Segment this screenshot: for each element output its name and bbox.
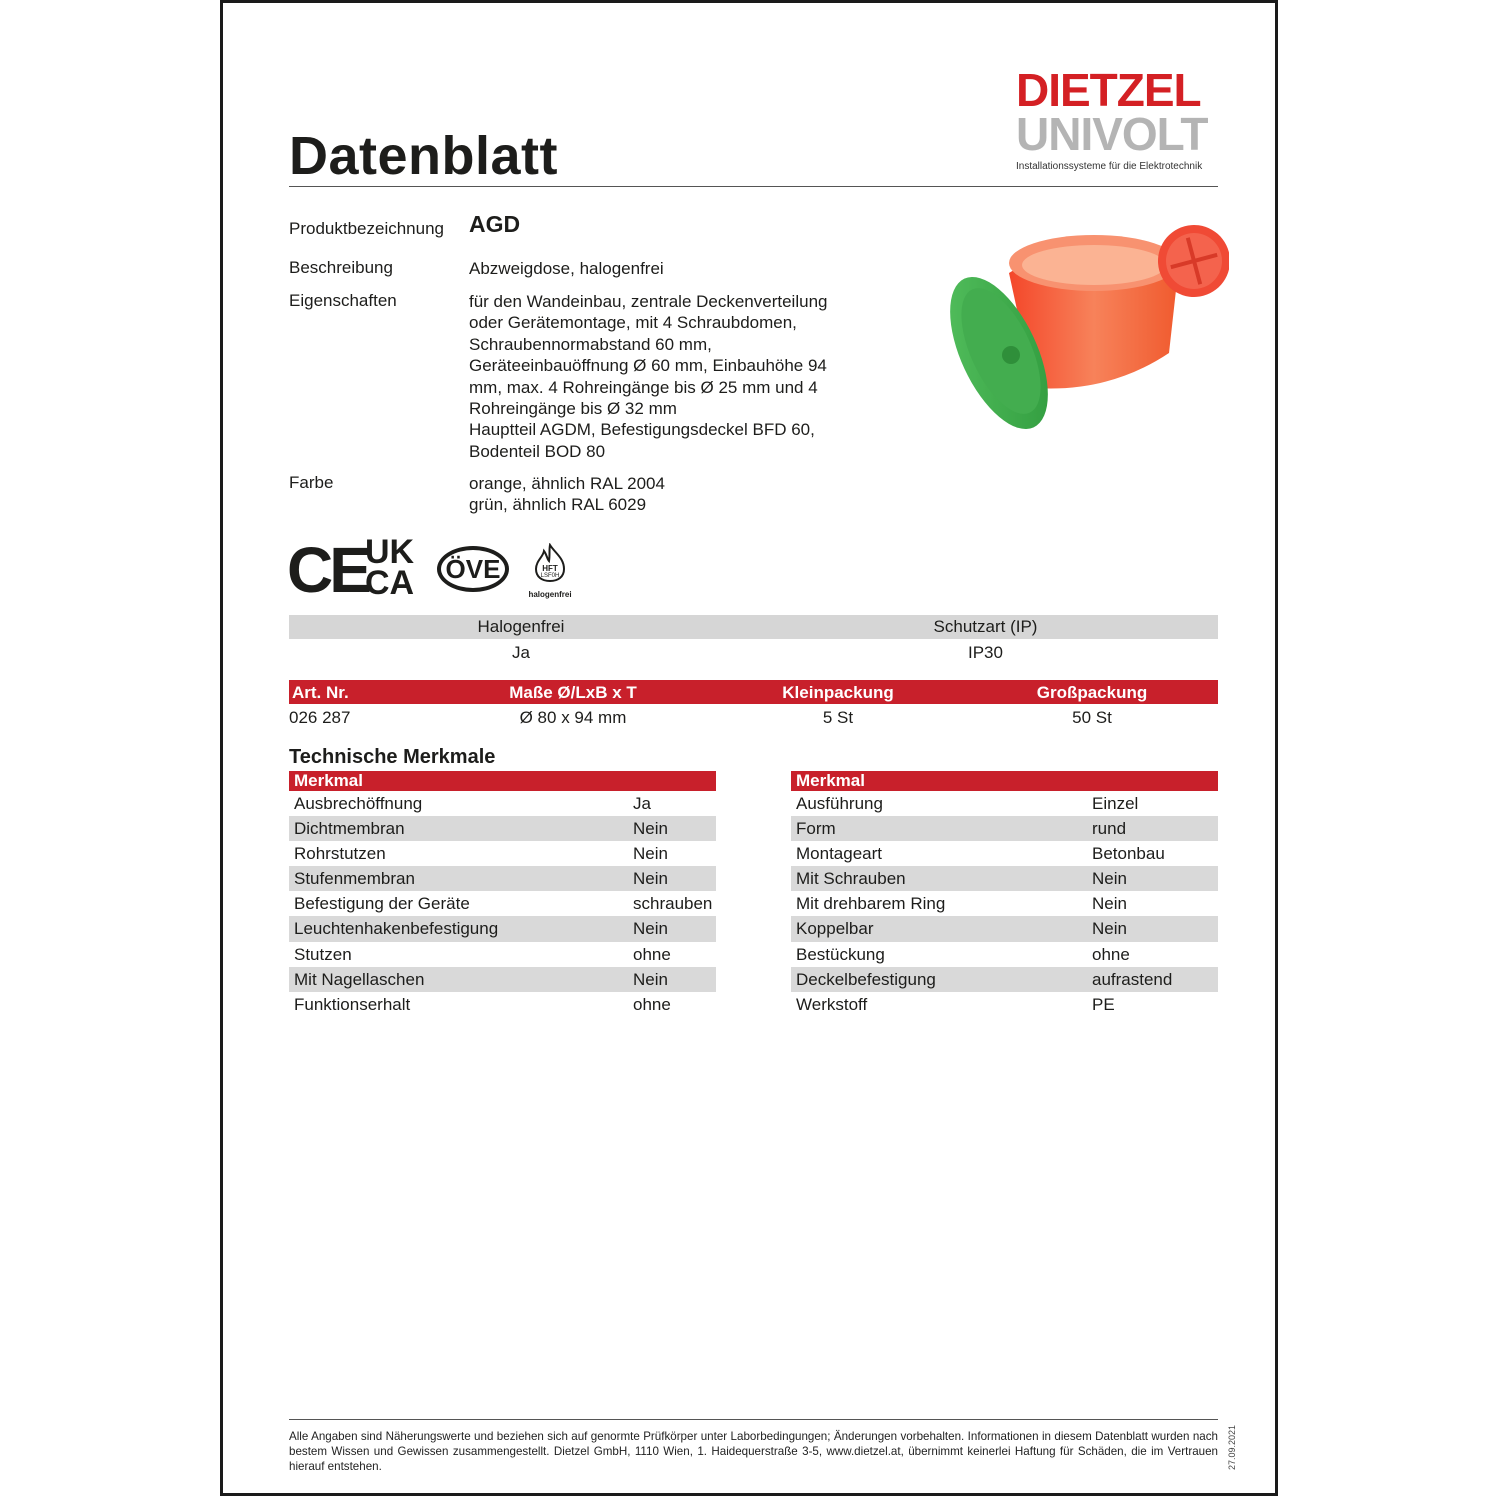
feature-value: Nein [633, 844, 668, 864]
feature-name: Stutzen [294, 944, 352, 964]
properties-label: Eigenschaften [289, 291, 397, 310]
article-small-pack: 5 St [822, 708, 854, 727]
feature-row [791, 816, 1218, 841]
feature-name: Montageart [796, 844, 882, 864]
article-number: 026 287 [289, 708, 351, 727]
hft-label: HFT [542, 564, 558, 573]
brand-logo [1016, 64, 1219, 172]
ove-mark-text: ÖVE [445, 554, 501, 584]
halogen-free-mark [525, 543, 575, 599]
feature-value: Nein [633, 819, 668, 839]
feature-value: ohne [633, 944, 671, 964]
color-line: grün, ähnlich RAL 6029 [469, 495, 647, 515]
article-header-artnr: Art. Nr. [292, 683, 349, 702]
feature-name: Koppelbar [796, 919, 874, 939]
feature-row [791, 791, 1218, 816]
document-date: 27.09.2021 [1227, 1424, 1237, 1470]
feature-name: Form [796, 819, 836, 839]
ukca-mark [365, 533, 415, 602]
halogen-free-label: halogenfrei [528, 590, 572, 599]
properties-line: Geräteeinbauöffnung Ø 60 mm, Einbauhöhe 94 [469, 356, 827, 376]
feature-value: Nein [633, 869, 668, 889]
properties-value [469, 291, 827, 462]
feature-row [791, 916, 1218, 941]
feature-name: Funktionserhalt [294, 994, 411, 1014]
feature-name: Ausführung [796, 794, 883, 813]
feature-value: rund [1092, 819, 1127, 839]
properties-line: Hauptteil AGDM, Befestigungsdeckel BFD 60, [469, 420, 815, 440]
properties-line: für den Wandeinbau, zentrale Deckenverteilung [469, 292, 828, 311]
article-dimensions: Ø 80 x 94 mm [519, 708, 627, 727]
designation-label: Produktbezeichnung [289, 219, 445, 238]
properties-line: oder Gerätemontage, mit 4 Schraubdomen, [469, 313, 797, 333]
feature-name: Ausbrechöffnung [294, 794, 423, 813]
ce-mark: CE [287, 534, 368, 606]
lsf-label: LSF0H [540, 573, 560, 579]
title-divider [289, 186, 1218, 187]
feature-row [791, 866, 1218, 891]
feature-value: PE [1092, 994, 1115, 1014]
features-table-left [289, 771, 716, 1017]
ukca-mark-bottom: CA [365, 564, 415, 602]
properties-line: Rohreingänge bis Ø 32 mm [469, 399, 677, 419]
feature-value: Nein [1092, 894, 1127, 914]
color-line: orange, ähnlich RAL 2004 [469, 474, 665, 493]
feature-value: Einzel [1092, 794, 1139, 813]
designation-value: AGD [469, 211, 521, 237]
properties-line: Bodenteil BOD 80 [469, 441, 606, 461]
feature-name: Befestigung der Geräte [294, 894, 470, 914]
article-header-row [289, 680, 1218, 704]
feature-name: Mit Nagellaschen [294, 969, 425, 989]
summary-value-ip: IP30 [968, 643, 1003, 662]
feature-value: Ja [633, 794, 651, 813]
footer-divider [289, 1419, 1218, 1420]
page-title: Datenblatt [289, 126, 559, 186]
feature-row [289, 866, 716, 891]
article-header-dimensions: Maße Ø/LxB x T [509, 683, 637, 702]
description-label: Beschreibung [289, 258, 393, 277]
feature-row [289, 942, 716, 967]
feature-value: Nein [1092, 869, 1127, 889]
feature-name: Dichtmembran [294, 819, 405, 839]
ukca-mark-top: UK [365, 533, 415, 571]
color-value [469, 473, 665, 516]
brand-name-top: DIETZEL [1016, 64, 1201, 116]
feature-row [791, 992, 1218, 1017]
feature-row [791, 942, 1218, 967]
datasheet-page [220, 0, 1278, 1496]
feature-name: Rohrstutzen [294, 844, 386, 864]
summary-header-ip: Schutzart (IP) [933, 617, 1038, 636]
feature-row [289, 816, 716, 841]
feature-name: Mit Schrauben [796, 869, 906, 889]
brand-tagline: Installationssysteme für die Elektrotechnik [1016, 161, 1203, 172]
feature-row [289, 891, 716, 916]
brand-name-bottom: UNIVOLT [1016, 108, 1208, 160]
summary-header-halogen: Halogenfrei [477, 617, 565, 636]
feature-row [289, 791, 716, 816]
feature-value: aufrastend [1092, 969, 1173, 989]
feature-row [289, 916, 716, 941]
feature-name: Werkstoff [796, 994, 868, 1014]
feature-row [791, 891, 1218, 916]
description-value: Abzweigdose, halogenfrei [469, 259, 664, 278]
features-section-title: Technische Merkmale [289, 746, 496, 768]
feature-row [289, 841, 716, 866]
summary-value-row [289, 643, 1218, 667]
article-header-small-pack: Kleinpackung [782, 683, 894, 702]
article-header-large-pack: Großpackung [1036, 683, 1148, 702]
feature-name: Mit drehbarem Ring [796, 894, 946, 914]
features-left-header: Merkmal [289, 771, 716, 791]
feature-value: schrauben [633, 894, 713, 914]
feature-row [791, 967, 1218, 992]
feature-name: Deckelbefestigung [796, 969, 936, 989]
feature-value: ohne [633, 994, 671, 1014]
features-right-header: Merkmal [791, 771, 1218, 791]
feature-row [289, 967, 716, 992]
feature-value: Nein [633, 919, 668, 939]
article-large-pack: 50 St [1072, 708, 1112, 727]
properties-line: Schraubennormabstand 60 mm, [469, 334, 712, 354]
product-image [939, 203, 1229, 443]
feature-value: Nein [633, 969, 668, 989]
feature-name: Leuchtenhakenbefestigung [294, 919, 499, 939]
feature-value: Nein [1092, 919, 1127, 939]
summary-header-row [289, 615, 1218, 639]
feature-row [791, 841, 1218, 866]
feature-value: ohne [1092, 944, 1130, 964]
feature-name: Bestückung [796, 944, 885, 964]
properties-line: mm, max. 4 Rohreingänge bis Ø 25 mm und 4 [469, 377, 818, 397]
ove-mark [437, 546, 509, 592]
color-label: Farbe [289, 473, 334, 492]
feature-value: Betonbau [1092, 844, 1165, 864]
footer-disclaimer: Alle Angaben sind Näherungswerte und beziehen sich auf genormte Prüfkörper unter Laborbedingungen; Änderungen vorbehalten. Informationen in diesem Datenblatt wurden nach bestem Wissen und Gewissen zusammengestellt. Dietzel GmbH, 1110 Wien, 1. Haidequerstraße 3-5, www.dietzel.at, übernimmt keinerlei Haftung für Schäden, die im Vertrauen hierauf entstehen. [289, 1430, 1218, 1473]
summary-value-halogen: Ja [512, 643, 530, 662]
article-row [289, 708, 1218, 732]
feature-row [289, 992, 716, 1017]
feature-name: Stufenmembran [294, 869, 415, 889]
features-table-right [791, 771, 1218, 1017]
